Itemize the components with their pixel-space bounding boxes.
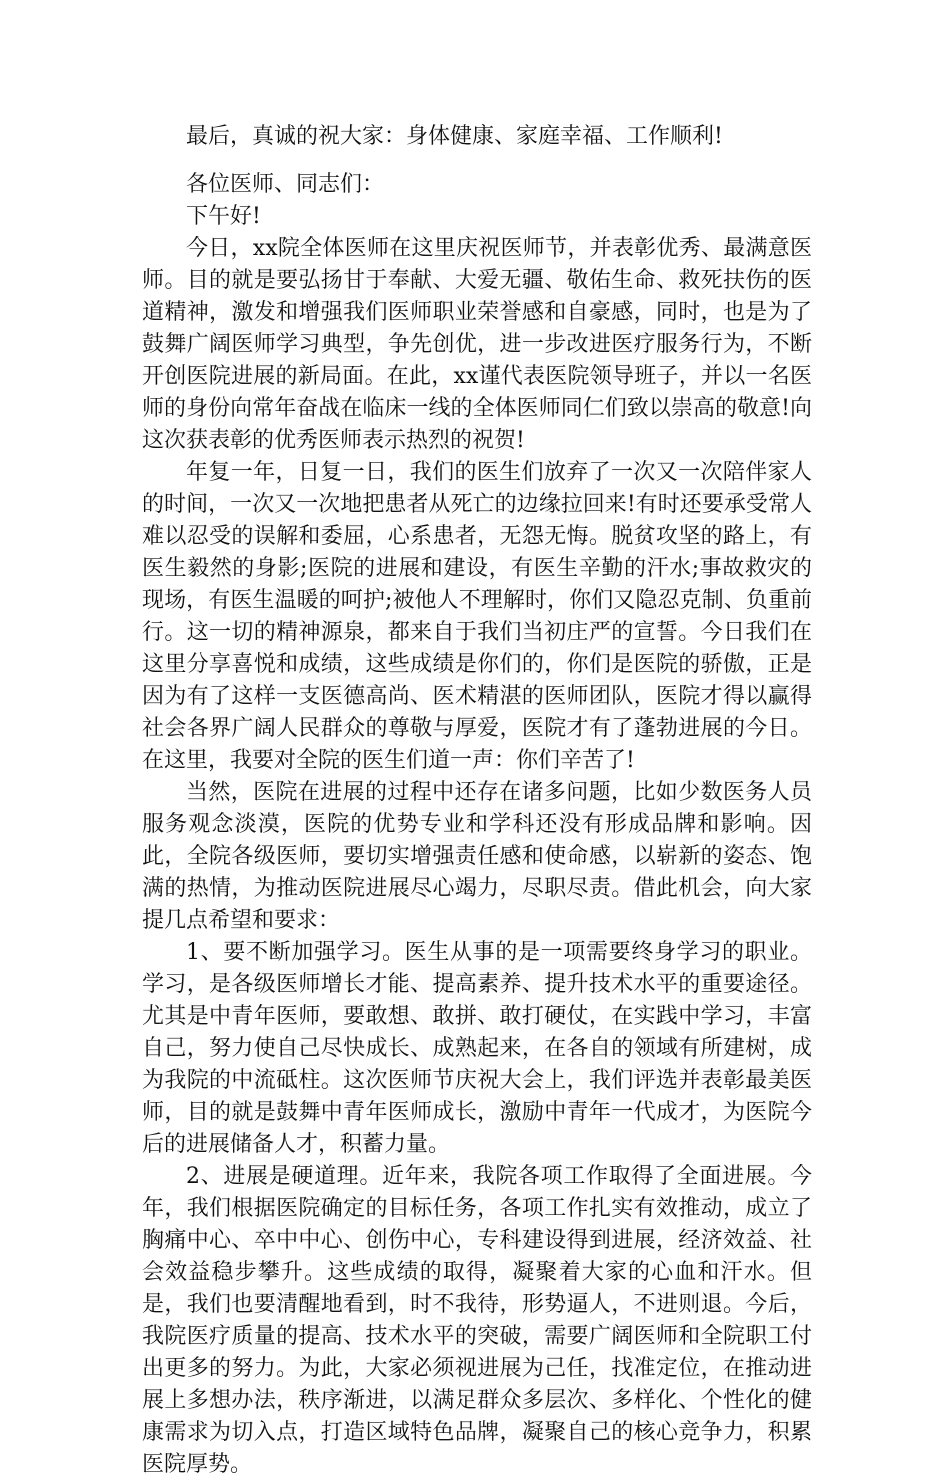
paragraph-dedication: 年复一年，日复一日，我们的医生们放弃了一次又一次陪伴家人的时间，一次又一次地把患者从死亡的边缘拉回来!有时还要承受常人难以忍受的误解和委屈，心系患者，无怨无悔。脱贫攻坚的路上，有医生毅然的身影;医院的进展和建设，有医生辛勤的汗水;事故救灾的现场，有医生温暖的呵护;被他人不理解时，你们又隐忍克制、负重前行。这一切的精神源泉，都来自于我们当初庄严的宣誓。今日我们在这里分享喜悦和成绩，这些成绩是你们的，你们是医院的骄傲，正是因为有了这样一支医德高尚、医术精湛的医师团队，医院才得以赢得社会各界广阔人民群众的尊敬与厚爱，医院才有了蓬勃进展的今日。在这里，我要对全院的医生们道一声：你们辛苦了! [142,460,812,773]
paragraph-point-1: 1、要不断加强学习。医生从事的是一项需要终身学习的职业。学习，是各级医师增长才能、提高素养、提升技术水平的重要途径。尤其是中青年医师，要敢想、敢拼、敢打硬仗，在实践中学习，丰富自己，努力使自己尽快成长、成熟起来，在各自的领域有所建树，成为我院的中流砥柱。这次医师节庆祝大会上，我们评选并表彰最美医师，目的就是鼓舞中青年医师成长，激励中青年一代成才，为医院今后的进展储备人才，积蓄力量。 [142,940,812,1157]
document-page [142,121,812,1481]
paragraph-point-2: 2、进展是硬道理。近年来，我院各项工作取得了全面进展。今年，我们根据医院确定的目标任务，各项工作扎实有效推动，成立了胸痛中心、卒中中心、创伤中心，专科建设得到进展，经济效益、社会效益稳步攀升。这些成绩的取得，凝聚着大家的心血和汗水。但是，我们也要清醒地看到，时不我待，形势逼人，不进则退。今后，我院医疗质量的提高、技术水平的突破，需要广阔医师和全院职工付出更多的努力。为此，大家必须视进展为己任，找准定位，在推动进展上多想办法，秩序渐进，以满足群众多层次、多样化、个性化的健康需求为切入点，打造区域特色品牌，凝聚自己的核心竞争力，积累医院厚势。 [142,1164,812,1477]
greeting: 下午好! [186,204,261,229]
paragraph-gap [142,153,812,169]
salutation: 各位医师、同志们： [186,172,385,197]
closing-wish: 最后，真诚的祝大家：身体健康、家庭幸福、工作顺利! [186,124,723,149]
paragraph-problems: 当然，医院在进展的过程中还存在诸多问题，比如少数医务人员服务观念淡漠，医院的优势专业和学科还没有形成品牌和影响。因此，全院各级医师，要切实增强责任感和使命感，以崭新的姿态、饱满的热情，为推动医院进展尽心竭力，尽职尽责。借此机会，向大家提几点希望和要求： [142,780,812,933]
paragraph-opening: 今日，xx院全体医师在这里庆祝医师节，并表彰优秀、最满意医师。目的就是要弘扬甘于奉献、大爱无疆、敬佑生命、救死扶伤的医道精神，激发和增强我们医师职业荣誉感和自豪感，同时，也是为了鼓舞广阔医师学习典型，争先创优，进一步改进医疗服务行为，不断开创医院进展的新局面。在此，xx谨代表医院领导班子，并以一名医师的身份向常年奋战在临床一线的全体医师同仁们致以崇高的敬意!向这次获表彰的优秀医师表示热烈的祝贺! [142,236,812,453]
